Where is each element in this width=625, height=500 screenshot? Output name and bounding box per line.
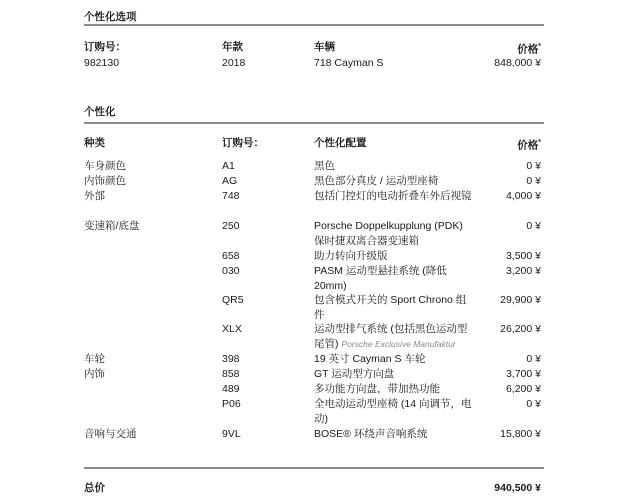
header-price bbox=[517, 40, 541, 57]
exclusive-note: Porsche Exclusive Manufaktur bbox=[341, 338, 456, 349]
divider bbox=[84, 122, 544, 124]
row-order: QR5 bbox=[222, 294, 244, 306]
row-config-text: 运动型排气系统 (包括黑色运动型尾管) bbox=[314, 323, 468, 350]
row-category: 变速箱/底盘 bbox=[84, 220, 140, 232]
row-config: 黑色部分真皮 / 运动型座椅 bbox=[314, 175, 439, 187]
row-order: 748 bbox=[222, 190, 240, 202]
row-order: 030 bbox=[222, 265, 240, 277]
section2-title: 个性化 bbox=[84, 106, 116, 118]
price-asterisk: * bbox=[538, 139, 541, 146]
row-price: 0 ¥ bbox=[526, 398, 541, 410]
divider bbox=[84, 24, 544, 26]
row-order: AG bbox=[222, 175, 238, 187]
row-config: PASM 运动型悬挂系统 (降低 20mm) bbox=[314, 265, 447, 292]
order-number: 982130 bbox=[84, 57, 120, 69]
row-config: 包含模式开关的 Sport Chrono 组件 bbox=[314, 294, 467, 321]
row-price: 15,800 ¥ bbox=[500, 428, 541, 440]
row-config: 黑色 bbox=[314, 160, 335, 172]
price-asterisk: * bbox=[538, 43, 541, 50]
row-price: 0 ¥ bbox=[526, 160, 541, 172]
row-order: A1 bbox=[222, 160, 235, 172]
row-price: 3,500 ¥ bbox=[505, 250, 541, 262]
divider bbox=[84, 467, 544, 469]
row-price: 0 ¥ bbox=[526, 175, 541, 187]
row-price: 3,200 ¥ bbox=[505, 265, 541, 277]
row-price: 0 ¥ bbox=[526, 220, 541, 232]
header-price-label: 价格 bbox=[517, 43, 539, 56]
row-order: XLX bbox=[222, 323, 242, 335]
row-order: 858 bbox=[222, 368, 240, 380]
row-config: 19 英寸 Cayman S 车轮 bbox=[314, 353, 426, 365]
row-config: 包括门控灯的电动折叠车外后视镜 bbox=[314, 190, 472, 202]
header-config: 个性化配置 bbox=[314, 137, 367, 149]
row-category: 车轮 bbox=[84, 353, 105, 365]
row-category: 外部 bbox=[84, 190, 105, 202]
row-config: GT 运动型方向盘 bbox=[314, 368, 395, 380]
row-price: 6,200 ¥ bbox=[505, 383, 541, 395]
row-config: Porsche Doppelkupplung (PDK) 保时捷双离合器变速箱 bbox=[314, 220, 463, 247]
row-config: 多功能方向盘，带加热功能 bbox=[314, 383, 440, 395]
row-config bbox=[314, 322, 472, 351]
row-category: 音响与交通 bbox=[84, 428, 137, 440]
header-order: 订购号： bbox=[84, 41, 126, 53]
row-order: 489 bbox=[222, 383, 240, 395]
total-value: 940,500 ¥ bbox=[494, 482, 541, 494]
row-price: 4,000 ¥ bbox=[505, 190, 541, 202]
header-order: 订购号： bbox=[222, 137, 264, 149]
header-category: 种类 bbox=[84, 137, 105, 149]
section1-title: 个性化选项 bbox=[84, 11, 137, 23]
header-year: 年款 bbox=[222, 41, 243, 53]
header-price-label: 价格 bbox=[517, 139, 539, 152]
row-config: 全电动运动型座椅 (14 向调节，电动) bbox=[314, 398, 472, 425]
row-order: 398 bbox=[222, 353, 240, 365]
header-price bbox=[517, 136, 541, 153]
model-year: 2018 bbox=[222, 57, 246, 69]
vehicle-name: 718 Cayman S bbox=[314, 57, 384, 69]
header-vehicle: 车辆 bbox=[314, 41, 335, 53]
row-price: 26,200 ¥ bbox=[500, 323, 541, 335]
base-price: 848,000 ¥ bbox=[494, 57, 541, 69]
row-category: 车身颜色 bbox=[84, 160, 126, 172]
row-order: 9VL bbox=[222, 428, 241, 440]
row-category: 内饰颜色 bbox=[84, 175, 126, 187]
row-price: 29,900 ¥ bbox=[500, 294, 541, 306]
row-order: 250 bbox=[222, 220, 240, 232]
row-config: 助力转向升级版 bbox=[314, 250, 388, 262]
row-price: 3,700 ¥ bbox=[505, 368, 541, 380]
row-order: P06 bbox=[222, 398, 241, 410]
row-config: BOSE® 环绕声音响系统 bbox=[314, 428, 428, 440]
row-price: 0 ¥ bbox=[526, 353, 541, 365]
total-label: 总价 bbox=[84, 482, 105, 494]
row-order: 658 bbox=[222, 250, 240, 262]
row-category: 内饰 bbox=[84, 368, 105, 380]
